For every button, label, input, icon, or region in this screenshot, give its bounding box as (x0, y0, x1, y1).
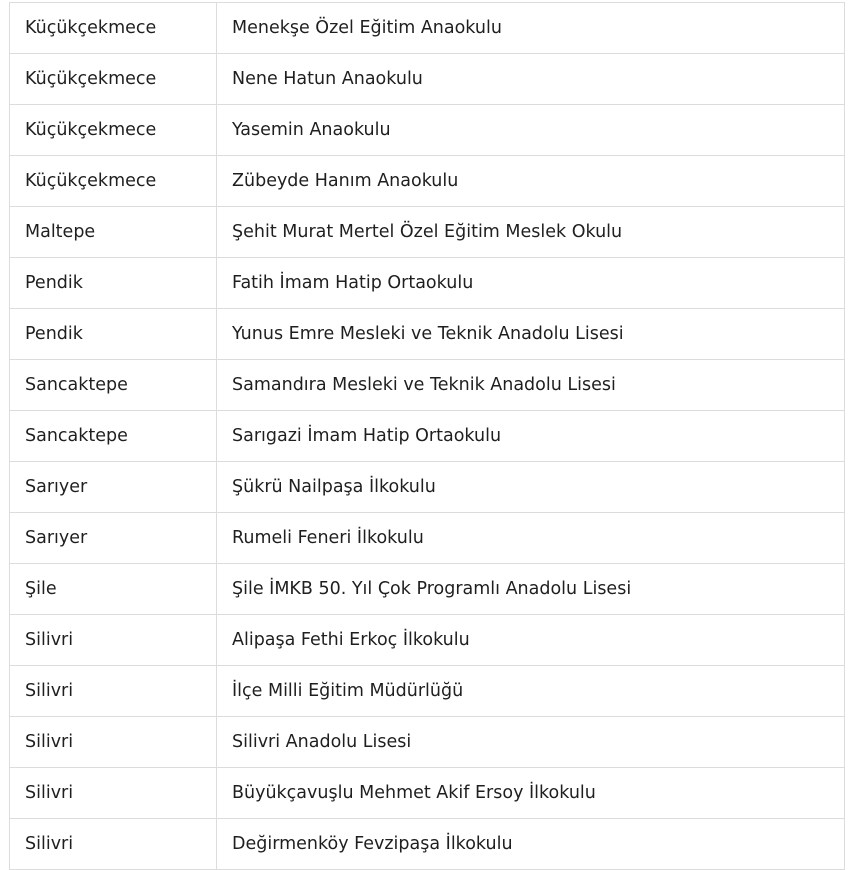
table-row (10, 513, 845, 564)
district-cell: Küçükçekmece (10, 105, 217, 156)
table-row (10, 819, 845, 870)
table-row (10, 615, 845, 666)
district-cell: Küçükçekmece (10, 156, 217, 207)
school-cell: Şehit Murat Mertel Özel Eğitim Meslek Okulu (217, 207, 845, 258)
school-cell: Silivri Anadolu Lisesi (217, 717, 845, 768)
table-row (10, 309, 845, 360)
district-cell: Pendik (10, 258, 217, 309)
district-cell: Silivri (10, 717, 217, 768)
table-row (10, 666, 845, 717)
table-row (10, 207, 845, 258)
district-cell: Silivri (10, 768, 217, 819)
district-cell: Silivri (10, 615, 217, 666)
school-cell: Yunus Emre Mesleki ve Teknik Anadolu Lisesi (217, 309, 845, 360)
school-cell: Şükrü Nailpaşa İlkokulu (217, 462, 845, 513)
district-cell: Maltepe (10, 207, 217, 258)
school-cell: Alipaşa Fethi Erkoç İlkokulu (217, 615, 845, 666)
district-cell: Sarıyer (10, 462, 217, 513)
school-cell: Değirmenköy Fevzipaşa İlkokulu (217, 819, 845, 870)
school-cell: Büyükçavuşlu Mehmet Akif Ersoy İlkokulu (217, 768, 845, 819)
schools-table (9, 2, 845, 870)
school-cell: Şile İMKB 50. Yıl Çok Programlı Anadolu Lisesi (217, 564, 845, 615)
school-cell: Sarıgazi İmam Hatip Ortaokulu (217, 411, 845, 462)
table-row (10, 360, 845, 411)
school-cell: Fatih İmam Hatip Ortaokulu (217, 258, 845, 309)
district-cell: Küçükçekmece (10, 3, 217, 54)
district-cell: Küçükçekmece (10, 54, 217, 105)
table-row (10, 156, 845, 207)
district-cell: Sancaktepe (10, 411, 217, 462)
table-row (10, 105, 845, 156)
district-cell: Şile (10, 564, 217, 615)
school-cell: Samandıra Mesleki ve Teknik Anadolu Lisesi (217, 360, 845, 411)
table-row (10, 54, 845, 105)
school-cell: Nene Hatun Anaokulu (217, 54, 845, 105)
table-row (10, 768, 845, 819)
school-cell: İlçe Milli Eğitim Müdürlüğü (217, 666, 845, 717)
district-cell: Sancaktepe (10, 360, 217, 411)
district-cell: Sarıyer (10, 513, 217, 564)
school-cell: Yasemin Anaokulu (217, 105, 845, 156)
table-row (10, 258, 845, 309)
table-row (10, 564, 845, 615)
school-cell: Menekşe Özel Eğitim Anaokulu (217, 3, 845, 54)
schools-table-body (10, 3, 845, 870)
table-row (10, 717, 845, 768)
table-row (10, 3, 845, 54)
schools-table-container (9, 2, 844, 870)
table-row (10, 411, 845, 462)
district-cell: Pendik (10, 309, 217, 360)
school-cell: Zübeyde Hanım Anaokulu (217, 156, 845, 207)
district-cell: Silivri (10, 666, 217, 717)
district-cell: Silivri (10, 819, 217, 870)
school-cell: Rumeli Feneri İlkokulu (217, 513, 845, 564)
table-row (10, 462, 845, 513)
